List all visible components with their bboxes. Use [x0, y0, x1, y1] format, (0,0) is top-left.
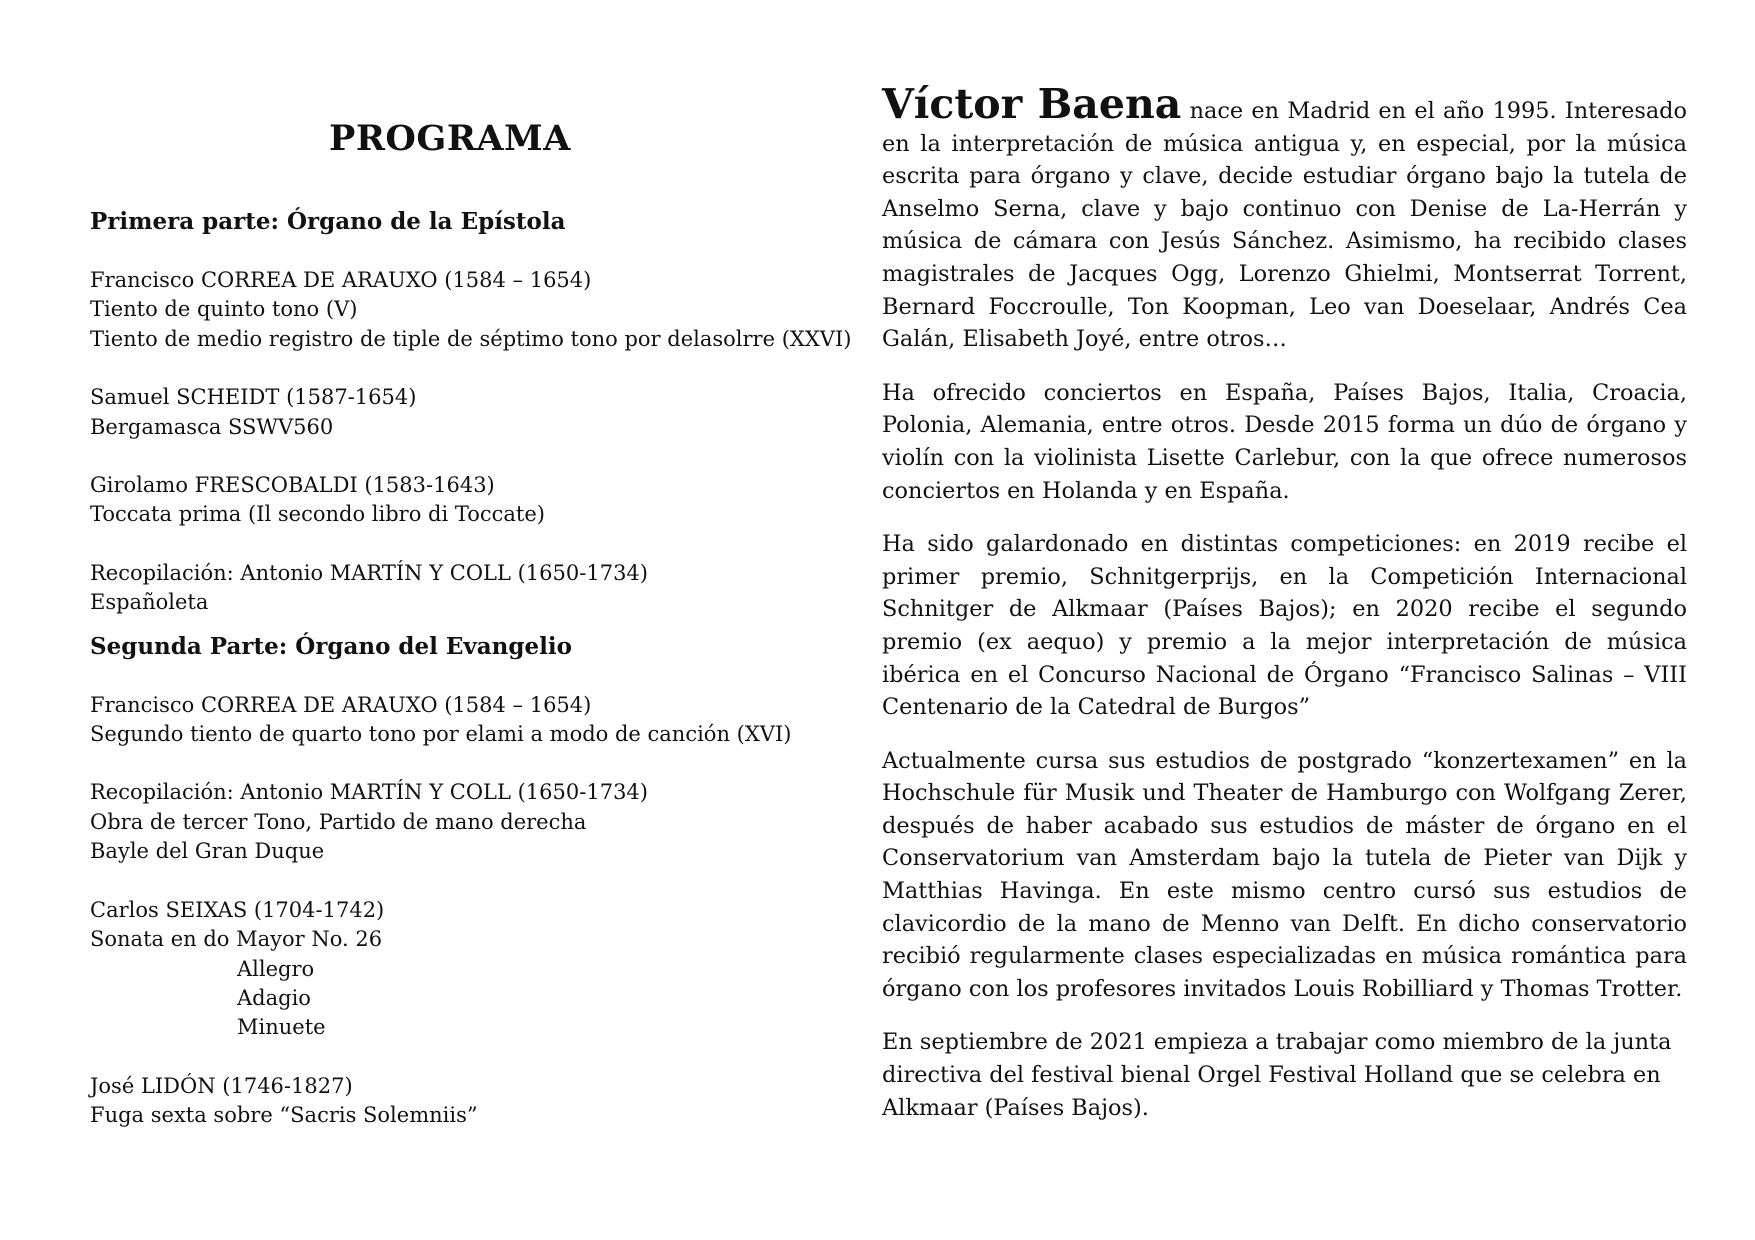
piece-group-seixas — [90, 896, 870, 1043]
composer-line: Francisco CORREA DE ARAUXO (1584 – 1654) — [90, 692, 592, 717]
work-line: Bayle del Gran Duque — [90, 839, 325, 864]
performer-name: Víctor Baena — [882, 80, 1182, 128]
piece-group-correa-2 — [90, 691, 870, 750]
piece-group-scheidt — [90, 383, 870, 442]
biography-page — [877, 0, 1755, 1240]
part-one-heading: Primera parte: Órgano de la Epístola — [90, 208, 566, 235]
program-list — [90, 207, 870, 1160]
composer-line: Recopilación: Antonio MARTÍN Y COLL (1650-1734) — [90, 780, 648, 805]
work-line: Españoleta — [90, 590, 209, 615]
bio-paragraph-1-text: nace en Madrid en el año 1995. Interesado en la interpretación de música antigua y, en especial, por la música escrita para órgano y clave, decide estudiar órgano bajo la tutela de Anselmo Serna, clave y bajo continuo con Denise de La-Herrán y música de cámara con Jesús Sánchez. Asimismo, ha recibido clases magistrales de Jacques Ogg, Lorenzo Ghielmi, Montserrat Torrent, Bernard Foccroulle, Ton Koopman, Leo van Doeselaar, Andrés Cea Galán, Elisabeth Joyé, entre otros… — [882, 98, 1687, 353]
movement-line: Minuete — [237, 1015, 326, 1040]
part-two-heading: Segunda Parte: Órgano del Evangelio — [90, 632, 572, 660]
program-title: PROGRAMA — [329, 118, 571, 159]
piece-group-correa-1 — [90, 266, 870, 354]
movement-line: Adagio — [237, 985, 311, 1010]
bio-paragraph-2: Ha ofrecido conciertos en España, Países Bajos, Italia, Croacia, Polonia, Alemania, entre otros. Desde 2015 forma un dúo de órgano y violín con la violinista Lisette Carlebur, con la que ofrece numerosos conciertos en Holanda y en España. — [882, 379, 1687, 504]
bio-paragraph-5: En septiembre de 2021 empieza a trabajar como miembro de la junta directiva del festival bienal Orgel Festival Holland que se celebra en Alkmaar (Países Bajos). — [882, 1029, 1672, 1121]
work-line: Fuga sexta sobre “Sacris Solemniis” — [90, 1103, 478, 1128]
composer-line: Francisco CORREA DE ARAUXO (1584 – 1654) — [90, 268, 592, 292]
work-line: Bergamasca SSWV560 — [90, 414, 334, 439]
work-line: Obra de tercer Tono, Partido de mano derecha — [90, 809, 587, 834]
piece-group-martin-y-coll-1 — [90, 559, 870, 618]
movement-line: Allegro — [237, 956, 315, 981]
work-line: Tiento de medio registro de tiple de séptimo tono por delasolrre (XXVI) — [90, 326, 852, 351]
piece-group-martin-y-coll-2 — [90, 778, 870, 866]
piece-group-lidon — [90, 1072, 870, 1131]
composer-line: Recopilación: Antonio MARTÍN Y COLL (1650-1734) — [90, 560, 648, 585]
composer-line: José LIDÓN (1746-1827) — [90, 1073, 353, 1098]
composer-line: Carlos SEIXAS (1704-1742) — [90, 897, 385, 922]
bio-paragraph-3: Ha sido galardonado en distintas competiciones: en 2019 recibe el primer premio, Schnitgerprijs, en la Competición Internacional Schnitger de Alkmaar (Países Bajos); en 2020 recibe el segundo premio (ex aequo) y premio a la mejor interpretación de música ibérica en el Concurso Nacional de Órgano “Francisco Salinas – VIII Centenario de la Catedral de Burgos” — [882, 531, 1687, 721]
work-line: Tiento de quinto tono (V) — [90, 297, 358, 322]
program-page — [0, 0, 877, 1240]
composer-line: Girolamo FRESCOBALDI (1583-1643) — [90, 473, 495, 498]
work-line: Toccata prima (Il secondo libro di Toccate) — [90, 502, 545, 527]
biography — [882, 80, 1687, 1145]
work-line: Sonata en do Mayor No. 26 — [90, 927, 383, 952]
composer-line: Samuel SCHEIDT (1587-1654) — [90, 385, 417, 410]
bio-paragraph-4: Actualmente cursa sus estudios de postgrado “konzertexamen” en la Hochschule für Musik und Theater de Hamburgo con Wolfgang Zerer, después de haber acabado sus estudios de máster de órgano en el Conservatorium van Amsterdam bajo la tutela de Pieter van Dijk y Matthias Havinga. En este mismo centro cursó sus estudios de clavicordio de la mano de Menno van Delft. En dicho conservatorio recibió regularmente clases especializadas en música romántica para órgano con los profesores invitados Louis Robilliard y Thomas Trotter. — [882, 747, 1687, 1002]
piece-group-frescobaldi — [90, 471, 870, 530]
bio-paragraph-1 — [882, 80, 1687, 356]
work-line: Segundo tiento de quarto tono por elami a modo de canción (XVI) — [90, 722, 792, 747]
